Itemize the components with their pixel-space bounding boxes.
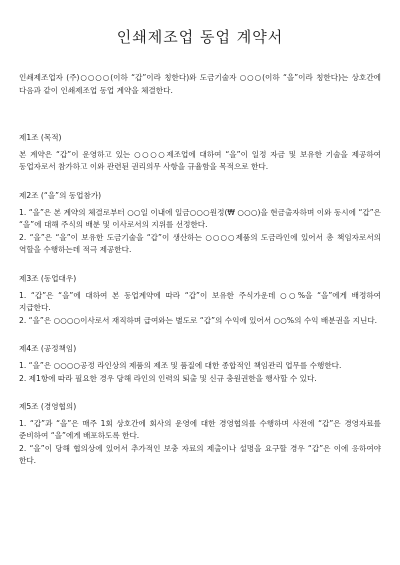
- article-heading: 제4조 (공정책임): [19, 344, 77, 354]
- document-body: [19, 72, 381, 484]
- article-clause: 1. “을”은 ○○○○공정 라인상의 제품의 제조 및 품질에 대한 종합적인 책임관리 업무를 수행한다.: [19, 360, 342, 370]
- article-heading: 제5조 (경영협의): [19, 402, 77, 412]
- article-2: [19, 190, 381, 257]
- article-clause: 1. “갑”과 “을”은 매주 1회 상호간에 회사의 운영에 대한 경영협의를 수행하며 사전에 “갑”은 경영자료를 준비하여 “을”에게 배포하도록 한다.: [19, 418, 381, 441]
- article-clause: 본 계약은 “갑”이 운영하고 있는 ○○○○제조업에 대하여 “을”이 일정 자금 및 보유한 기술을 제공하여 동업자로서 참가하고 이와 관련된 권리의무 사항을 규율함을 목적으로 한다.: [19, 149, 381, 172]
- article-5: [19, 401, 381, 468]
- article-3: [19, 273, 381, 327]
- article-4: [19, 343, 381, 385]
- article-heading: 제1조 (목적): [19, 133, 62, 143]
- document-title: 인쇄제조업 동업 계약서: [116, 28, 284, 46]
- article-clause: 2. “을”이 당해 협의상에 있어서 추가적인 보충 자료의 제출이나 설명을 요구할 경우 “갑”은 이에 응하여야 한다.: [19, 443, 381, 466]
- article-clause: 1. “갑”은 “을”에 대하여 본 동업계약에 따라 “갑”이 보유한 주식가운데 ○○%을 “을”에게 배정하여 지급한다.: [19, 290, 381, 313]
- article-clause: 2. “을”은 ○○○○이사로서 재직하며 급여와는 별도로 “갑”의 수익에 있어서 ○○%의 수익 배분권을 지닌다.: [19, 315, 378, 325]
- article-heading: 제3조 (동업대우): [19, 273, 77, 283]
- article-clause: 1. “을”은 본 계약의 체결로부터 ○○일 이내에 일금○○○원정(₩ ○○○)을 현금출자하며 이와 동시에 “갑”은 “을”에 대해 주식의 배분 및 이사로서의 지위를 선정한다.: [19, 207, 381, 230]
- intro-paragraph: 인쇄제조업자 (주)○○○○(이하 “갑”이라 칭한다)와 도금기술자 ○○○(이하 “을”이라 칭한다)는 상호간에 다음과 같이 인쇄제조업 동업 계약을 체결한다.: [19, 73, 381, 95]
- article-1: [19, 132, 381, 174]
- article-heading: 제2조 (“을”의 동업참가): [19, 190, 102, 200]
- article-clause: 2. 제1항에 따라 필요한 경우 당해 라인의 인력의 퇴출 및 신규 충원권한을 행사할 수 있다.: [19, 373, 317, 383]
- article-clause: 2. “을”은 “을”이 보유한 도금기술을 “갑”이 생산하는 ○○○○제품의 도금라인에 있어서 총 책임자로서의 역할을 수행하는데 적극 제공한다.: [19, 232, 381, 255]
